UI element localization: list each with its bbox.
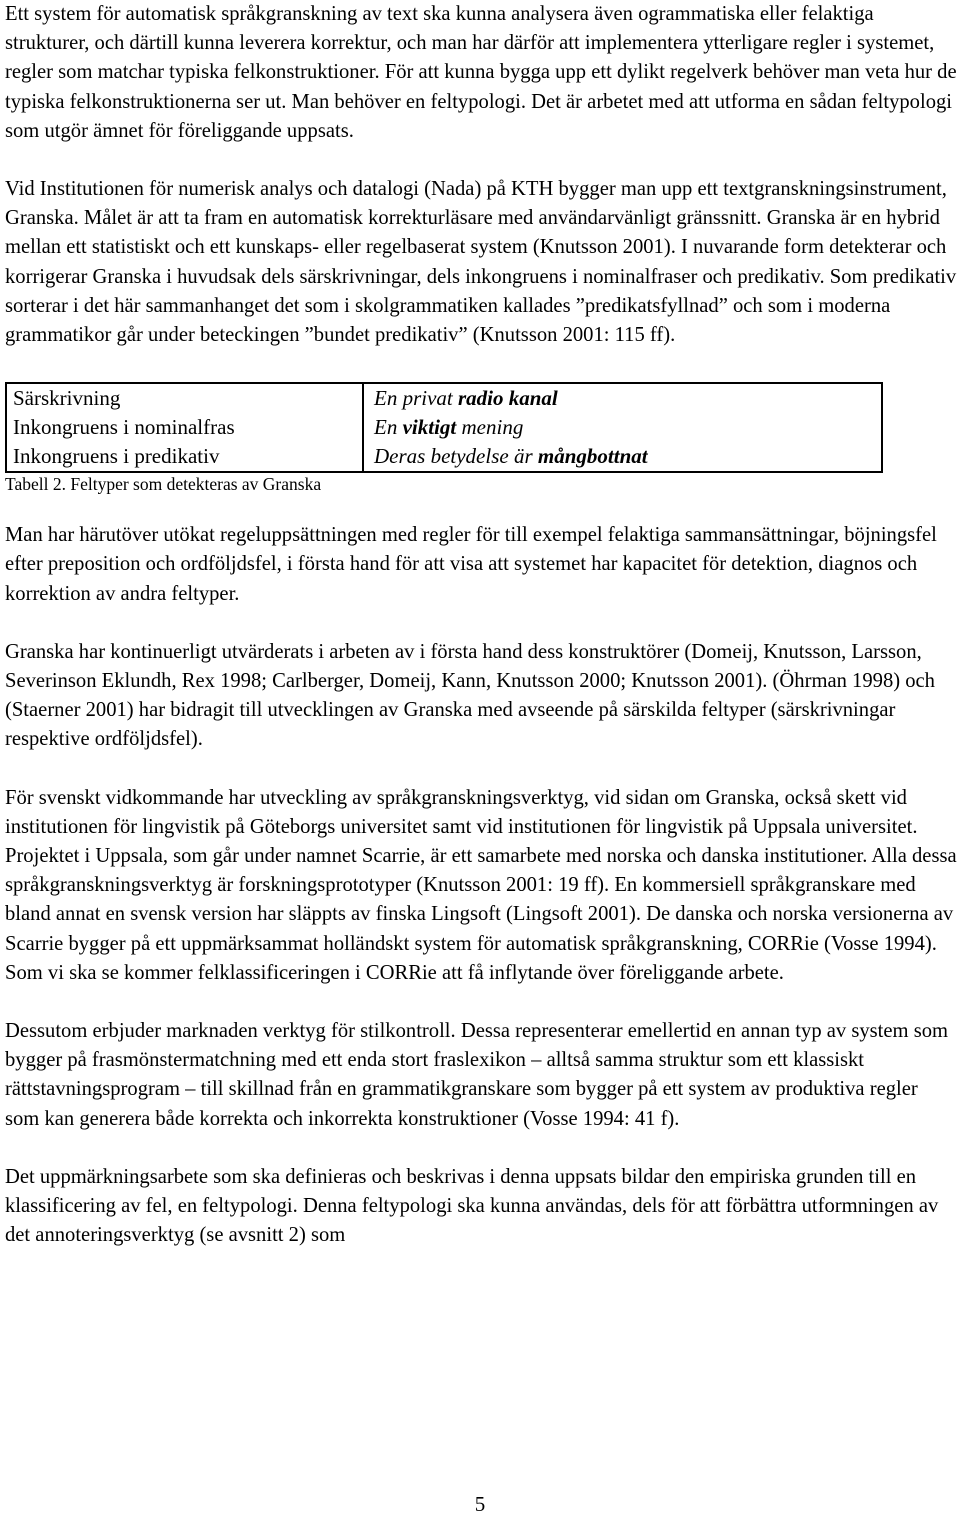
document-page (5, 0, 957, 1251)
paragraph-extensions: Man har härutöver utökat regeluppsättningen med regler för till exempel felaktiga sammansättningar, böjningsfel efter preposition och ordföljdsfel, i första hand för att visa att systemet har kapacitet för detektion, diagnos och korrektion av andra feltyper. (5, 524, 937, 605)
paragraph-swedish-tools: För svenskt vidkommande har utveckling av språkgranskningsverktyg, vid sidan om Granska, också skett vid institutionen för lingvistik på Göteborgs universitet samt vid institutionen för lingvistik på Uppsala universitet. Projektet i Uppsala, som går under namnet Scarrie, är ett samarbete med norska och danska institutioner. Alla dessa språkgranskningsverktyg är forskningsprototyper (Knutsson 2001: 19 ff). En kommersiell språkgranskare med bland annat en svensk version har släppts av finska Lingsoft (Lingsoft 2001). De danska och norska versionerna av Scarrie bygger på ett uppmärksammat holländskt system för automatisk språkgranskning, CORRie (Vosse 1994). Som vi ska se kommer felklassificeringen i CORRie att få inflytande över föreliggande arbete. (5, 786, 957, 984)
table-caption: Tabell 2. Feltyper som detekteras av Granska (5, 474, 322, 495)
table-row (6, 442, 882, 472)
error-example-cell (363, 442, 882, 472)
paragraph-granska: Vid Institutionen för numerisk analys och datalogi (Nada) på KTH bygger man upp ett textgranskningsinstrument, Granska. Målet är att ta fram en automatisk korrekturläsare med användarvänligt gränssnitt. Granska är en hybrid mellan ett statistiskt och ett kunskaps- eller regelbaserat system (Knutsson 2001). I nuvarande form detekterar och korrigerar Granska i huvudsak dels särskrivningar, dels inkongruens i nominalfraser och predikativ. Som predikativ sorterar i det här sammanhanget det som i skolgrammatiken kallades ”predikatsfyllnad” och som i moderna grammatikor går under beteckingen ”bundet predikativ” (Knutsson 2001: 115 ff). (5, 178, 957, 347)
error-types-table (5, 382, 883, 473)
error-highlight: radio kanal (458, 386, 558, 411)
page-number: 5 (474, 1492, 486, 1516)
table-row (6, 383, 882, 413)
error-highlight: mångbottnat (537, 444, 648, 469)
error-type-cell: Inkongruens i nominalfras (6, 413, 363, 442)
example-text: En (374, 415, 403, 440)
error-type-cell: Särskrivning (6, 383, 363, 413)
error-highlight: viktigt (402, 415, 457, 440)
error-type-cell: Inkongruens i predikativ (6, 442, 363, 472)
example-text: mening (456, 415, 524, 440)
paragraph-style-tools: Dessutom erbjuder marknaden verktyg för stilkontroll. Dessa representerar emellertid en annan typ av system som bygger på frasmönstermatchning med ett enda stort fraslexikon – alltså samma struktur som ett klassiskt rättstavningsprogram – till skillnad från en grammatikgranskare som bygger på ett system av produktiva regler som kan generera både korrekta och inkorrekta konstruktioner (Vosse 1994: 41 f). (5, 1020, 949, 1130)
table-row (6, 413, 882, 442)
error-example-cell (363, 413, 882, 442)
paragraph-intro: Ett system för automatisk språkgranskning av text ska kunna analysera även ogrammatiska eller felaktiga strukturer, och därtill kunna leverera korrektur, och man har därför att implementera ytterligare regler i systemet, regler som matchar typiska felkonstruktioner. För att kunna bygga upp ett dylikt regelverk behöver man veta hur de typiska felkonstruktionerna ser ut. Man behöver en feltypologi. Det är arbetet med att utforma en sådan feltypologi som utgör ämnet för föreliggande uppsats. (5, 3, 957, 142)
example-text: En privat (374, 386, 458, 411)
example-text: Deras betydelse är (374, 444, 538, 469)
error-example-cell (363, 383, 882, 413)
paragraph-evaluation: Granska har kontinuerligt utvärderats i arbeten av i första hand dess konstruktörer (Domeij, Knutsson, Larsson, Severinson Eklundh, Rex 1998; Carlberger, Domeij, Kann, Knutsson 2000; Knutsson 2001). (Öhrman 1998) och (Staerner 2001) har bidragit till utvecklingen av Granska med avseende på särskilda feltyper (särskrivningar respektive ordföljdsfel). (5, 640, 935, 751)
paragraph-annotation: Det uppmärkningsarbete som ska definieras och beskrivas i denna uppsats bildar den empiriska grunden till en klassificering av fel, en feltypologi. Denna feltypologi ska kunna användas, dels för att förbättra utformningen av det annoteringsverktyg (se avsnitt 2) som (5, 1165, 939, 1247)
